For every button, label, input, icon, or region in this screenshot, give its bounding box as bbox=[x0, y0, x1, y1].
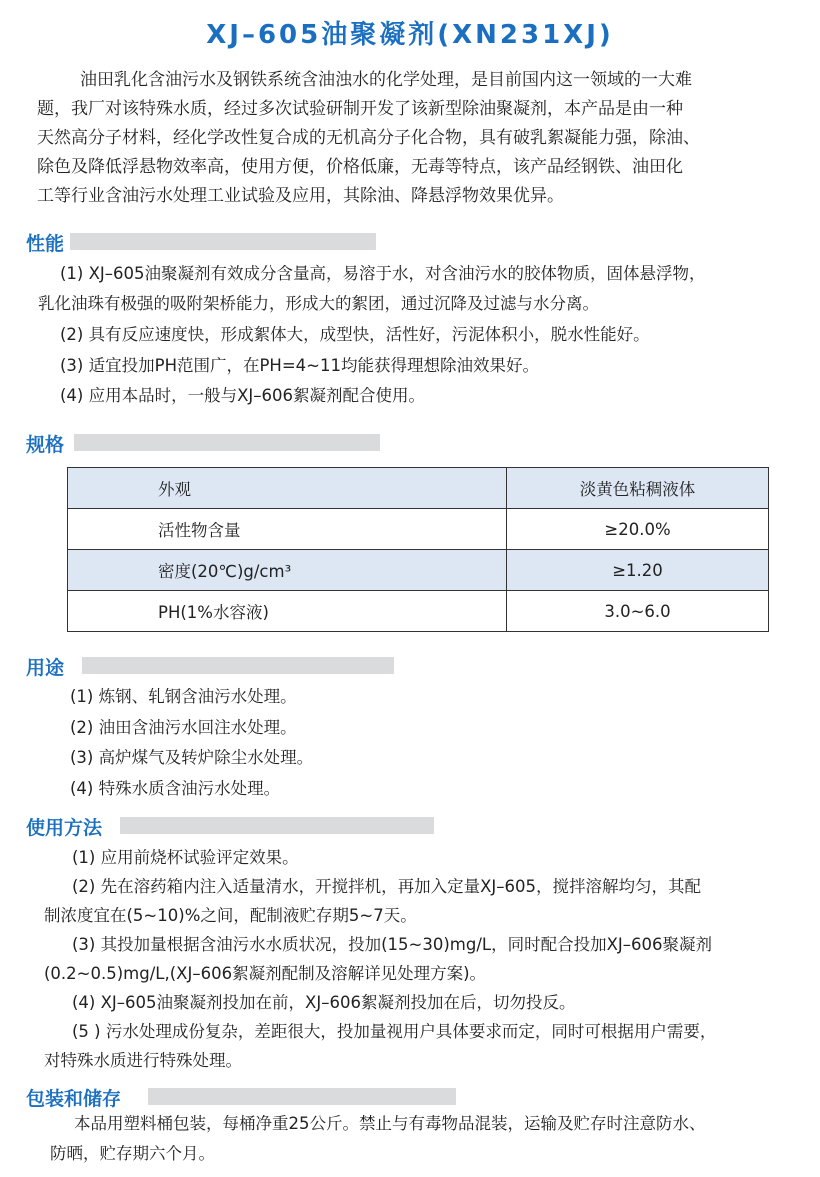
heading-bar bbox=[70, 233, 376, 250]
method-item: (3) 其投加量根据含油污水水质状况，投加(15~30)mg/L，同时配合投加XJ–606聚凝剂 bbox=[72, 935, 713, 954]
spec-name: PH(1%水容液) bbox=[68, 591, 507, 632]
method-item: 制浓度宜在(5~10)%之间，配制液贮存期5~7天。 bbox=[44, 906, 417, 925]
section-method-heading bbox=[26, 813, 446, 837]
section-title: 使用方法 bbox=[26, 817, 103, 839]
usage-item: (3) 高炉煤气及转炉除尘水处理。 bbox=[70, 748, 314, 767]
table-row bbox=[68, 468, 769, 509]
method-item: 对特殊水质进行特殊处理。 bbox=[44, 1051, 242, 1070]
intro-line: 工等行业含油污水处理工业试验及应用，其除油、降悬浮物效果优异。 bbox=[37, 186, 564, 206]
section-title: 包装和储存 bbox=[26, 1088, 122, 1110]
intro-line: 天然高分子材料，经化学改性复合成的无机高分子化合物，具有破乳絮凝能力强，除油、 bbox=[37, 128, 700, 148]
spec-value: 3.0~6.0 bbox=[507, 591, 769, 632]
performance-item: 乳化油珠有极强的吸附架桥能力，形成大的絮团，通过沉降及过滤与水分离。 bbox=[38, 294, 599, 313]
heading-bar bbox=[148, 1088, 456, 1105]
intro-paragraph bbox=[0, 66, 820, 211]
packaging-item: 防晒，贮存期六个月。 bbox=[50, 1144, 215, 1163]
section-usage-heading bbox=[26, 653, 406, 677]
page-title: XJ–605油聚凝剂(XN231XJ) bbox=[206, 20, 614, 50]
usage-item: (4) 特殊水质含油污水处理。 bbox=[70, 779, 281, 798]
section-spec-heading bbox=[26, 430, 386, 454]
performance-item: (2) 具有反应速度快，形成絮体大，成型快，活性好，污泥体积小，脱水性能好。 bbox=[60, 325, 650, 344]
heading-bar bbox=[82, 657, 394, 674]
heading-bar bbox=[120, 817, 434, 834]
section-title: 用途 bbox=[26, 657, 65, 679]
intro-line: 题，我厂对该特殊水质，经过多次试验研制开发了该新型除油聚凝剂，本产品是由一种 bbox=[37, 99, 683, 119]
method-item: (0.2~0.5)mg/L,(XJ–606絮凝剂配制及溶解详见处理方案)。 bbox=[44, 964, 487, 983]
performance-item: (1) XJ–605油聚凝剂有效成分含量高，易溶于水，对含油污水的胶体物质，固体悬浮物， bbox=[60, 264, 706, 283]
heading-bar bbox=[74, 434, 380, 451]
spec-value: ≥1.20 bbox=[507, 550, 769, 591]
section-title: 规格 bbox=[26, 434, 65, 456]
spec-name: 活性物含量 bbox=[68, 509, 507, 550]
intro-line: 除色及降低浮悬物效率高，使用方便，价格低廉，无毒等特点，该产品经钢铁、油田化 bbox=[37, 157, 683, 177]
method-item: (2) 先在溶药箱内注入适量清水，开搅拌机，再加入定量XJ–605，搅拌溶解均匀，其配 bbox=[72, 877, 702, 896]
table-row bbox=[68, 591, 769, 632]
spec-value: ≥20.0% bbox=[507, 509, 769, 550]
performance-item: (3) 适宜投加PH范围广，在PH=4~11均能获得理想除油效果好。 bbox=[60, 356, 539, 375]
section-title: 性能 bbox=[26, 233, 65, 255]
performance-item: (4) 应用本品时，一般与XJ–606絮凝剂配合使用。 bbox=[60, 386, 426, 405]
section-packaging-heading bbox=[26, 1084, 466, 1108]
method-item: (5 ) 污水处理成份复杂，差距很大，投加量视用户具体要求而定，同时可根据用户需要， bbox=[72, 1022, 717, 1041]
table-row bbox=[68, 550, 769, 591]
usage-item: (2) 油田含油污水回注水处理。 bbox=[70, 718, 297, 737]
spec-table bbox=[67, 467, 769, 632]
packaging-item: 本品用塑料桶包装，每桶净重25公斤。禁止与有毒物品混装，运输及贮存时注意防水、 bbox=[74, 1114, 706, 1133]
table-row bbox=[68, 509, 769, 550]
spec-value: 淡黄色粘稠液体 bbox=[507, 468, 769, 509]
spec-name: 外观 bbox=[68, 468, 507, 509]
spec-name: 密度(20℃)g/cm³ bbox=[68, 550, 507, 591]
usage-item: (1) 炼钢、轧钢含油污水处理。 bbox=[70, 687, 297, 706]
method-item: (1) 应用前烧杯试验评定效果。 bbox=[72, 848, 299, 867]
section-performance-heading bbox=[26, 229, 386, 253]
method-item: (4) XJ–605油聚凝剂投加在前，XJ–606絮凝剂投加在后，切勿投反。 bbox=[72, 993, 576, 1012]
intro-line: 油田乳化含油污水及钢铁系统含油浊水的化学处理，是目前国内这一领域的一大难 bbox=[80, 70, 692, 90]
